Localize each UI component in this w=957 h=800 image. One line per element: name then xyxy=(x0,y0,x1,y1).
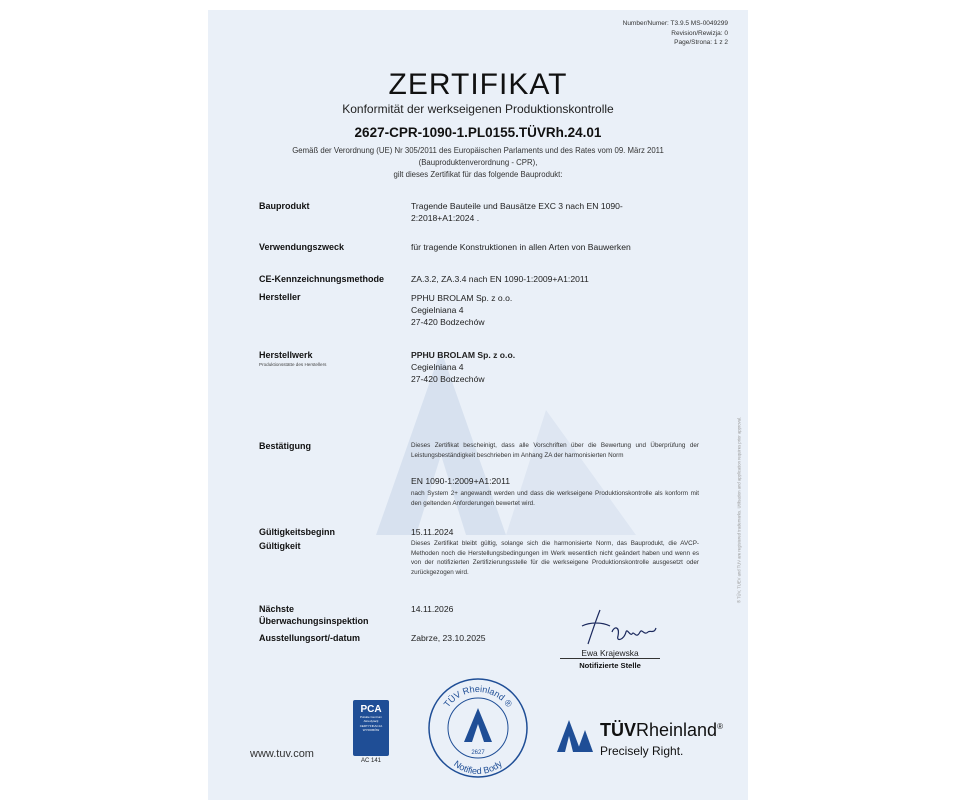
next-inspection-label-1: Nächste xyxy=(259,604,295,614)
regulation-text xyxy=(208,145,748,181)
manufacturer-name: PPHU BROLAM Sp. z o.o. xyxy=(411,293,513,303)
notified-body-seal xyxy=(426,676,530,780)
brand-bold: TÜV xyxy=(600,720,636,740)
seal-number: 2627 xyxy=(471,750,485,756)
product-label: Bauprodukt xyxy=(259,201,310,211)
plant-name: PPHU BROLAM Sp. z o.o. xyxy=(411,350,516,360)
regulation-line-1: Gemäß der Verordnung (UE) Nr 305/2011 des Europäischen Parlaments und des Rates vom 09. März 2011 xyxy=(292,146,664,155)
signatory-name: Ewa Krajewska xyxy=(581,648,639,658)
brand-rest: Rheinland xyxy=(636,720,718,740)
document-page: Page/Strona: 1 z 2 xyxy=(674,39,728,46)
tuv-rheinland-logo-icon xyxy=(555,716,595,756)
document-number: Number/Numer: T3.9.5 MS-0049299 xyxy=(622,20,728,27)
document-revision: Revision/Rewizja: 0 xyxy=(671,29,728,37)
valid-from-value: 15.11.2024 xyxy=(411,527,454,537)
plant-sublabel: Produktionsstätte des Herstellers xyxy=(259,362,327,367)
brand-tagline: Precisely Right. xyxy=(600,744,684,758)
seal-bottom-text: Notified Body xyxy=(452,758,504,777)
certificate-number: 2627-CPR-1090-1.PL0155.TÜVRh.24.01 xyxy=(354,125,602,140)
document-meta xyxy=(623,19,728,48)
pca-accreditation-logo xyxy=(353,700,389,764)
plant-address xyxy=(411,349,699,385)
manufacturer-city: 27-420 Bodzechów xyxy=(411,317,485,327)
certificate-title: ZERTIFIKAT xyxy=(388,68,568,101)
validity-label: Gültigkeit xyxy=(259,541,301,551)
plant-city: 27-420 Bodzechów xyxy=(411,374,485,384)
plant-label: Herstellwerk xyxy=(259,350,313,360)
signatory-role: Notifizierte Stelle xyxy=(579,661,641,670)
certificate-page xyxy=(208,10,748,800)
confirmation-label: Bestätigung xyxy=(259,441,312,451)
validity-text: Dieses Zertifikat bleibt gültig, solange sich die harmonisierte Norm, das Bauprodukt, die AVCP-Methoden noch die Herstellungsbedingungen im Werk wesentlich nicht geändert haben und wenn es von der notifizierten Zertifizierungsstelle für die werkseigene Produktionskontrolle ausgesetzt oder zurückgezogen wird. xyxy=(411,540,699,576)
regulation-line-2: (Bauproduktenverordnung - CPR), xyxy=(418,158,538,167)
issue-value: Zabrze, 23.10.2025 xyxy=(411,633,486,643)
manufacturer-street: Cegielniana 4 xyxy=(411,305,464,315)
confirmation-text-2: nach System 2+ angewandt werden und dass die werkseigene Produktionskontrolle als konform mit den geltenden Anforderungen bewertet wird. xyxy=(411,490,699,507)
website-link[interactable]: www.tuv.com xyxy=(250,748,314,760)
certificate-subtitle: Konformität der werkseigenen Produktionskontrolle xyxy=(342,102,614,116)
pca-cert-text: CERTYFIKACJA WYROBÓW xyxy=(359,724,383,732)
pca-code: AC 141 xyxy=(360,758,381,764)
tuv-rheinland-wordmark xyxy=(600,720,723,741)
trademark-note: ® TÜV, TUEV and TUV are registered trademarks. Utilisation and application requires prior approval. xyxy=(736,416,742,604)
regulation-line-3: gilt dieses Zertifikat für das folgende Bauprodukt: xyxy=(393,170,563,179)
manufacturer-label: Hersteller xyxy=(259,292,301,302)
use-label: Verwendungszweck xyxy=(259,242,345,252)
seal-top-text: TÜV Rheinland ® xyxy=(441,683,515,710)
product-value-line-2: 2:2018+A1:2024 . xyxy=(411,213,480,223)
signature-scribble xyxy=(570,606,660,650)
confirmation-text-1: Dieses Zertifikat bescheinigt, dass alle Vorschriften über die Bewertung und Überprüfung der Leistungsbeständigkeit beschrieben im Anhang ZA der harmonisierten Norm xyxy=(411,442,699,459)
pca-logo-text: PCA xyxy=(360,704,382,715)
product-value-line-1: Tragende Bauteile und Bausätze EXC 3 nach EN 1090- xyxy=(411,201,623,211)
ce-method-label: CE-Kennzeichnungsmethode xyxy=(259,274,385,284)
plant-street: Cegielniana 4 xyxy=(411,362,464,372)
pca-small-text: Polskie Centrum Akredytacji xyxy=(359,715,382,723)
svg-text:TÜV Rheinland ® xyxy=(442,684,515,709)
manufacturer-address xyxy=(411,292,699,328)
seal-triangle-icon xyxy=(464,708,492,742)
issue-label: Ausstellungsort/-datum xyxy=(259,633,361,643)
next-inspection-value: 14.11.2026 xyxy=(411,604,454,614)
valid-from-label: Gültigkeitsbeginn xyxy=(259,527,336,537)
brand-registered: ® xyxy=(717,722,723,731)
next-inspection-label-2: Überwachungsinspektion xyxy=(259,616,369,626)
product-value xyxy=(411,200,699,224)
ce-method-value: ZA.3.2, ZA.3.4 nach EN 1090-1:2009+A1:2011 xyxy=(411,274,589,284)
confirmation-norm: EN 1090-1:2009+A1:2011 xyxy=(411,476,510,486)
use-value: für tragende Konstruktionen in allen Arten von Bauwerken xyxy=(411,242,631,252)
signature-line xyxy=(560,658,660,659)
